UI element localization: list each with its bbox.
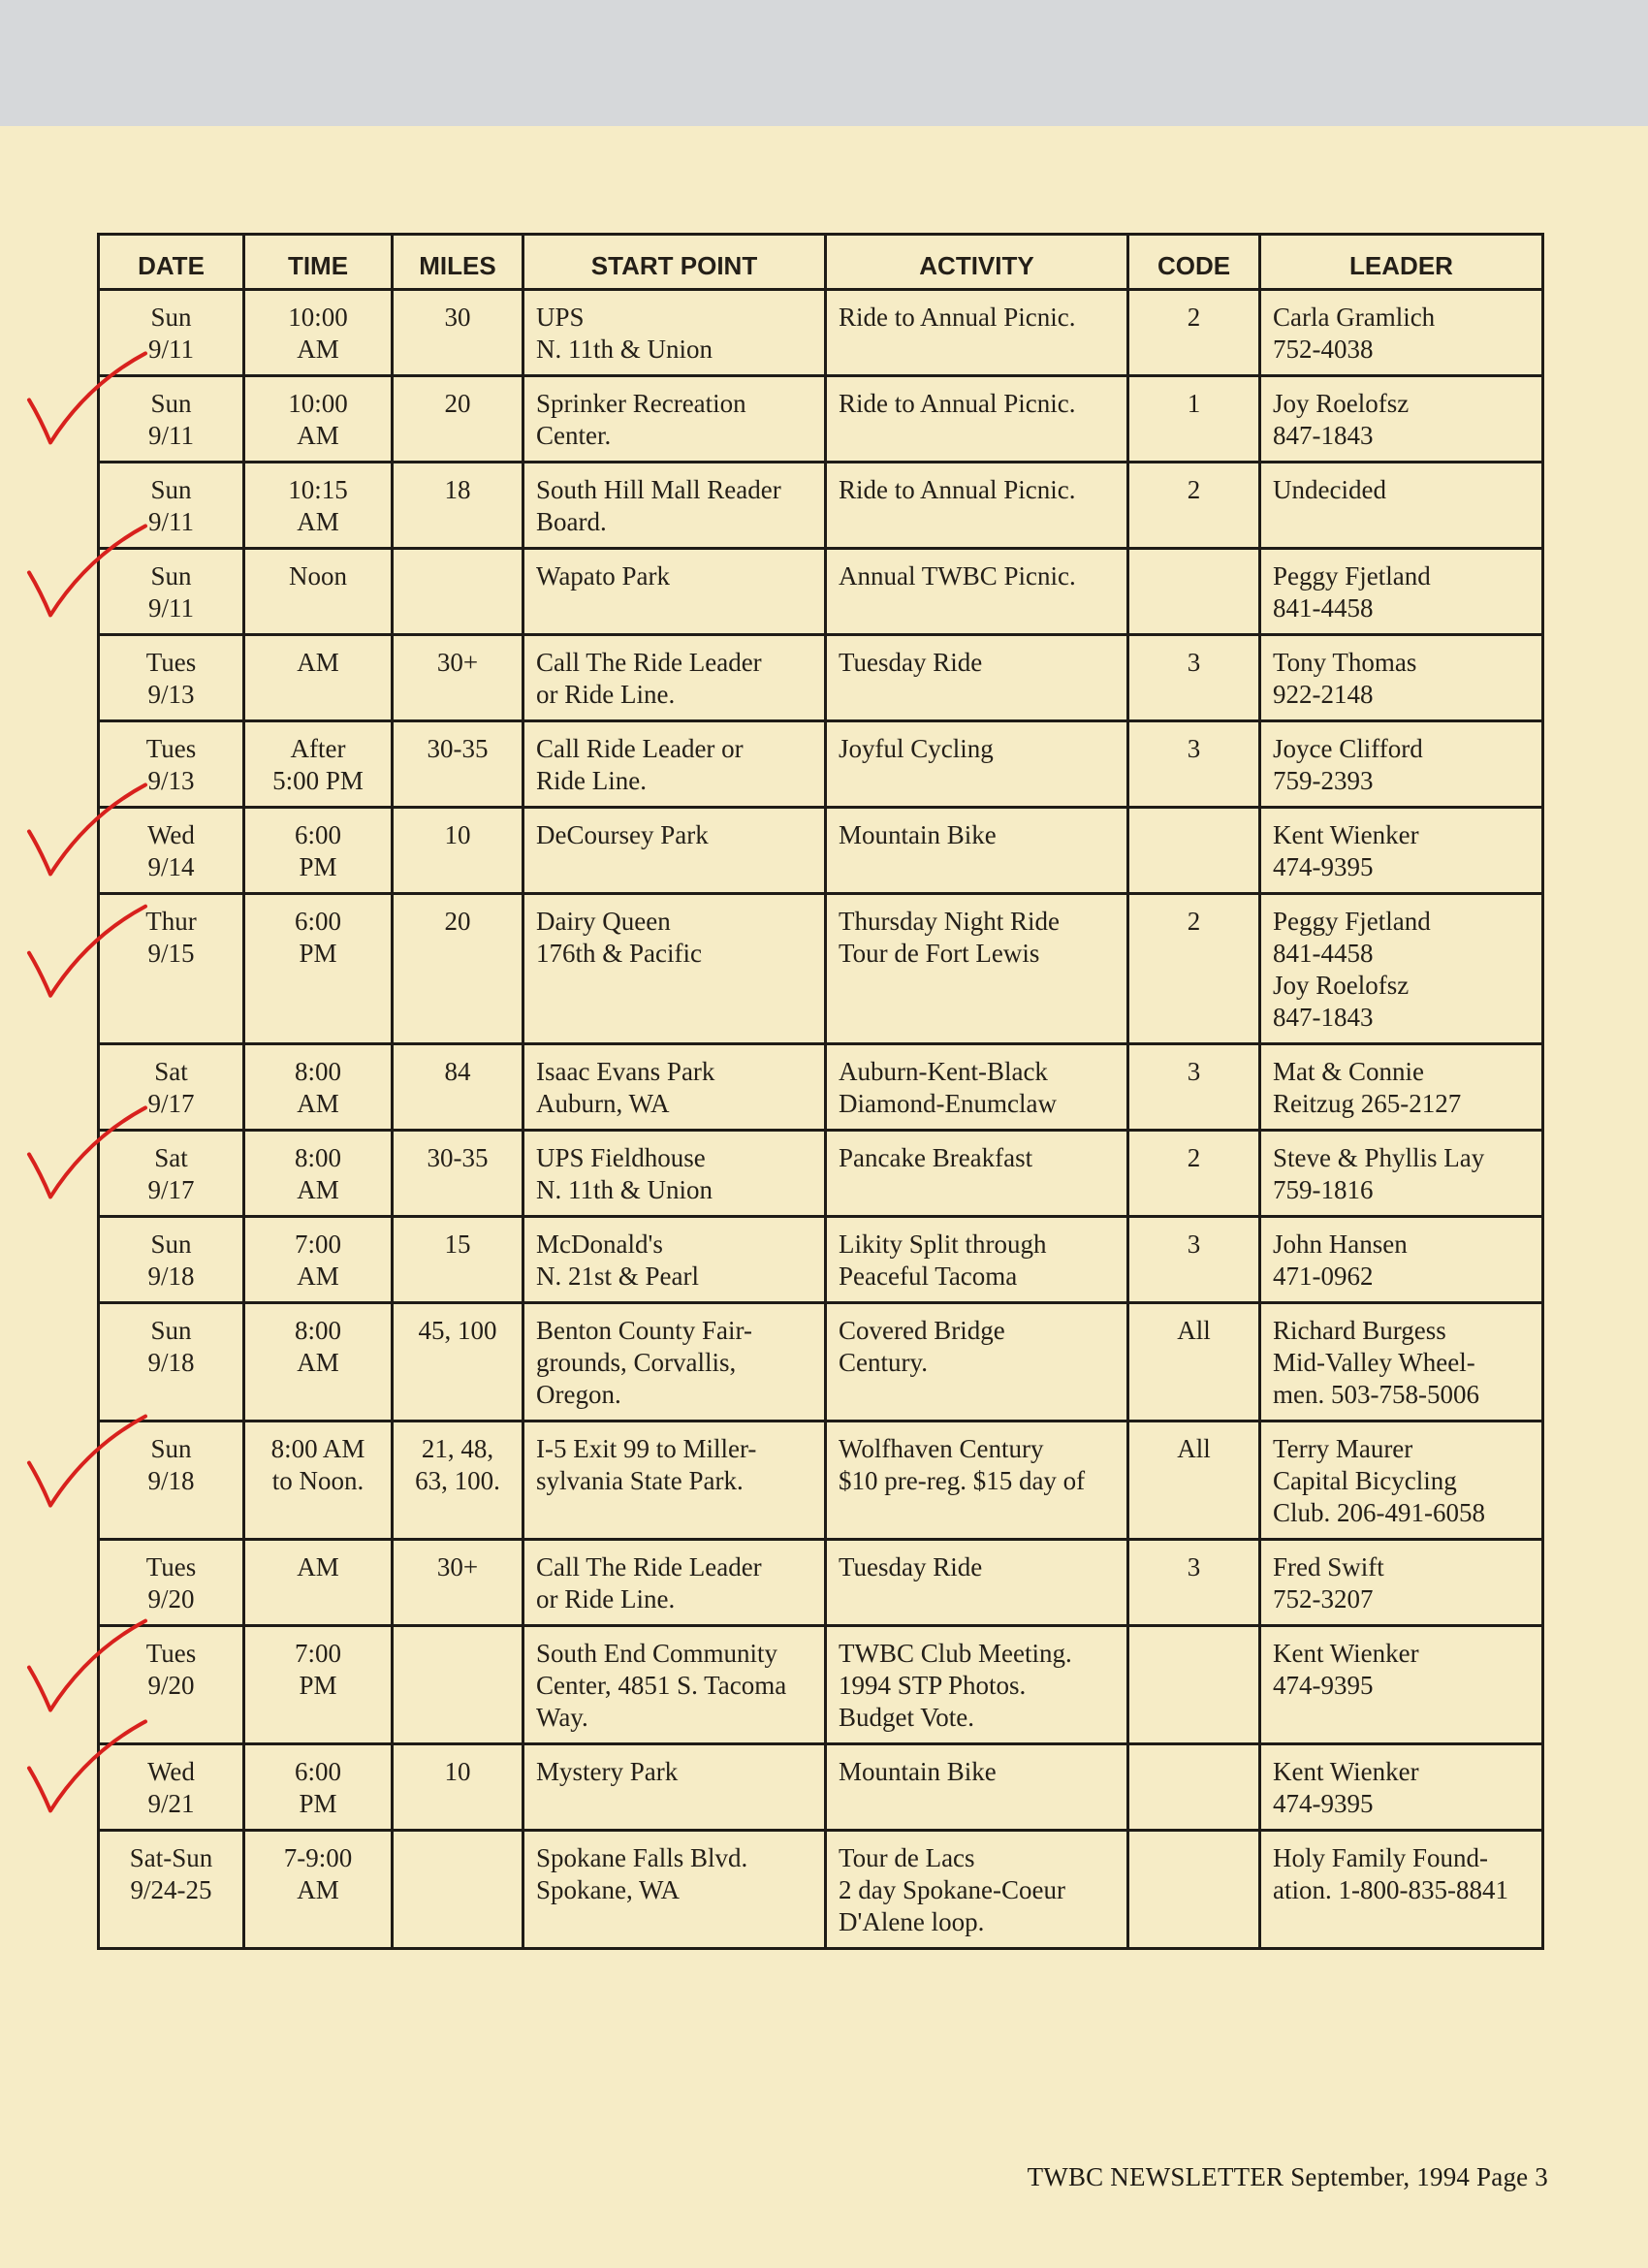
cell-miles: 18	[393, 463, 523, 549]
cell-start-point: McDonald's N. 21st & Pearl	[523, 1217, 826, 1303]
cell-leader: Holy Family Found- ation. 1-800-835-8841	[1260, 1831, 1543, 1949]
cell-time: 8:00 AM	[244, 1303, 393, 1421]
cell-time: AM	[244, 1540, 393, 1626]
cell-time: After 5:00 PM	[244, 721, 393, 808]
cell-date: Wed 9/21	[99, 1744, 244, 1831]
cell-activity: Wolfhaven Century $10 pre-reg. $15 day of	[826, 1421, 1128, 1540]
cell-activity: Thursday Night Ride Tour de Fort Lewis	[826, 894, 1128, 1044]
cell-activity: Ride to Annual Picnic.	[826, 376, 1128, 463]
cell-code: 3	[1128, 1044, 1260, 1131]
cell-start-point: Wapato Park	[523, 549, 826, 635]
cell-time: 7:00 AM	[244, 1217, 393, 1303]
cell-leader: Kent Wienker 474-9395	[1260, 1744, 1543, 1831]
table-row	[99, 463, 1543, 549]
cell-code: 3	[1128, 635, 1260, 721]
cell-miles: 10	[393, 808, 523, 894]
cell-activity: Ride to Annual Picnic.	[826, 463, 1128, 549]
cell-activity: Auburn-Kent-Black Diamond-Enumclaw	[826, 1044, 1128, 1131]
cell-date: Tues 9/13	[99, 721, 244, 808]
cell-date: Tues 9/13	[99, 635, 244, 721]
cell-activity: Tuesday Ride	[826, 1540, 1128, 1626]
cell-time: 10:00 AM	[244, 290, 393, 376]
cell-code	[1128, 549, 1260, 635]
cell-leader: Peggy Fjetland 841-4458	[1260, 549, 1543, 635]
cell-code	[1128, 1626, 1260, 1744]
cell-start-point: Call Ride Leader or Ride Line.	[523, 721, 826, 808]
cell-date: Sun 9/11	[99, 463, 244, 549]
cell-start-point: Call The Ride Leader or Ride Line.	[523, 635, 826, 721]
cell-code: 3	[1128, 721, 1260, 808]
ride-schedule-table	[97, 233, 1544, 1950]
cell-code: 3	[1128, 1540, 1260, 1626]
header-leader: LEADER	[1260, 235, 1543, 290]
cell-date: Tues 9/20	[99, 1626, 244, 1744]
table-row	[99, 1744, 1543, 1831]
cell-date: Sat-Sun 9/24-25	[99, 1831, 244, 1949]
cell-miles: 45, 100	[393, 1303, 523, 1421]
header-start-point: START POINT	[523, 235, 826, 290]
cell-leader: Mat & Connie Reitzug 265-2127	[1260, 1044, 1543, 1131]
cell-date: Sun 9/18	[99, 1217, 244, 1303]
cell-leader: Tony Thomas 922-2148	[1260, 635, 1543, 721]
table-row	[99, 894, 1543, 1044]
cell-date: Thur 9/15	[99, 894, 244, 1044]
cell-start-point: Call The Ride Leader or Ride Line.	[523, 1540, 826, 1626]
cell-code	[1128, 808, 1260, 894]
cell-leader: Steve & Phyllis Lay 759-1816	[1260, 1131, 1543, 1217]
cell-start-point: UPS Fieldhouse N. 11th & Union	[523, 1131, 826, 1217]
table-row	[99, 1421, 1543, 1540]
cell-time: 8:00 AM to Noon.	[244, 1421, 393, 1540]
table-row	[99, 1626, 1543, 1744]
cell-leader: Kent Wienker 474-9395	[1260, 808, 1543, 894]
cell-start-point: Isaac Evans Park Auburn, WA	[523, 1044, 826, 1131]
cell-miles: 20	[393, 376, 523, 463]
cell-code: 2	[1128, 1131, 1260, 1217]
cell-activity: Tour de Lacs 2 day Spokane-Coeur D'Alene loop.	[826, 1831, 1128, 1949]
cell-code: 1	[1128, 376, 1260, 463]
cell-leader: Terry Maurer Capital Bicycling Club. 206-491-6058	[1260, 1421, 1543, 1540]
header-time: TIME	[244, 235, 393, 290]
cell-code: 2	[1128, 894, 1260, 1044]
cell-date: Sat 9/17	[99, 1044, 244, 1131]
cell-code	[1128, 1744, 1260, 1831]
cell-miles: 20	[393, 894, 523, 1044]
cell-miles: 21, 48, 63, 100.	[393, 1421, 523, 1540]
cell-start-point: Mystery Park	[523, 1744, 826, 1831]
cell-start-point: South Hill Mall Reader Board.	[523, 463, 826, 549]
cell-start-point: Dairy Queen 176th & Pacific	[523, 894, 826, 1044]
table-row	[99, 635, 1543, 721]
cell-activity: TWBC Club Meeting. 1994 STP Photos. Budget Vote.	[826, 1626, 1128, 1744]
cell-miles: 30-35	[393, 1131, 523, 1217]
cell-start-point: UPS N. 11th & Union	[523, 290, 826, 376]
cell-time: 10:15 AM	[244, 463, 393, 549]
table-row	[99, 290, 1543, 376]
cell-time: 7-9:00 AM	[244, 1831, 393, 1949]
cell-activity: Mountain Bike	[826, 808, 1128, 894]
cell-miles: 30	[393, 290, 523, 376]
table-row	[99, 376, 1543, 463]
table-header-row	[99, 235, 1543, 290]
cell-leader: Joy Roelofsz 847-1843	[1260, 376, 1543, 463]
cell-miles	[393, 549, 523, 635]
cell-start-point: Benton County Fair- grounds, Corvallis, Oregon.	[523, 1303, 826, 1421]
cell-code: All	[1128, 1303, 1260, 1421]
cell-time: 6:00 PM	[244, 894, 393, 1044]
cell-time: 8:00 AM	[244, 1044, 393, 1131]
cell-activity: Joyful Cycling	[826, 721, 1128, 808]
header-miles: MILES	[393, 235, 523, 290]
table-row	[99, 1044, 1543, 1131]
cell-leader: Kent Wienker 474-9395	[1260, 1626, 1543, 1744]
cell-date: Sun 9/11	[99, 290, 244, 376]
table-row	[99, 721, 1543, 808]
cell-date: Sun 9/18	[99, 1303, 244, 1421]
cell-code: 3	[1128, 1217, 1260, 1303]
cell-start-point: Sprinker Recreation Center.	[523, 376, 826, 463]
cell-leader: John Hansen 471-0962	[1260, 1217, 1543, 1303]
cell-time: Noon	[244, 549, 393, 635]
cell-date: Sun 9/11	[99, 376, 244, 463]
header-date: DATE	[99, 235, 244, 290]
cell-date: Sat 9/17	[99, 1131, 244, 1217]
cell-start-point: DeCoursey Park	[523, 808, 826, 894]
cell-miles: 15	[393, 1217, 523, 1303]
cell-code: 2	[1128, 463, 1260, 549]
cell-leader: Undecided	[1260, 463, 1543, 549]
cell-miles	[393, 1626, 523, 1744]
cell-time: 6:00 PM	[244, 808, 393, 894]
header-activity: ACTIVITY	[826, 235, 1128, 290]
cell-miles: 10	[393, 1744, 523, 1831]
cell-start-point: Spokane Falls Blvd. Spokane, WA	[523, 1831, 826, 1949]
cell-leader: Peggy Fjetland 841-4458 Joy Roelofsz 847-1843	[1260, 894, 1543, 1044]
table-row	[99, 808, 1543, 894]
table-row	[99, 1217, 1543, 1303]
cell-time: 7:00 PM	[244, 1626, 393, 1744]
cell-activity: Annual TWBC Picnic.	[826, 549, 1128, 635]
cell-start-point: South End Community Center, 4851 S. Tacoma Way.	[523, 1626, 826, 1744]
cell-leader: Fred Swift 752-3207	[1260, 1540, 1543, 1626]
cell-time: 6:00 PM	[244, 1744, 393, 1831]
newsletter-page	[0, 126, 1648, 2268]
header-code: CODE	[1128, 235, 1260, 290]
cell-activity: Ride to Annual Picnic.	[826, 290, 1128, 376]
cell-leader: Richard Burgess Mid-Valley Wheel- men. 503-758-5006	[1260, 1303, 1543, 1421]
cell-leader: Joyce Clifford 759-2393	[1260, 721, 1543, 808]
cell-leader: Carla Gramlich 752-4038	[1260, 290, 1543, 376]
cell-activity: Covered Bridge Century.	[826, 1303, 1128, 1421]
cell-code	[1128, 1831, 1260, 1949]
table-row	[99, 1540, 1543, 1626]
cell-activity: Likity Split through Peaceful Tacoma	[826, 1217, 1128, 1303]
cell-date: Sun 9/18	[99, 1421, 244, 1540]
cell-date: Tues 9/20	[99, 1540, 244, 1626]
table-row	[99, 1303, 1543, 1421]
table-row	[99, 549, 1543, 635]
page-footer: TWBC NEWSLETTER September, 1994 Page 3	[1027, 2162, 1548, 2191]
ride-schedule	[97, 233, 1541, 1950]
cell-miles: 30+	[393, 1540, 523, 1626]
cell-date: Wed 9/14	[99, 808, 244, 894]
cell-code: 2	[1128, 290, 1260, 376]
cell-date: Sun 9/11	[99, 549, 244, 635]
cell-activity: Pancake Breakfast	[826, 1131, 1128, 1217]
cell-activity: Mountain Bike	[826, 1744, 1128, 1831]
table-row	[99, 1131, 1543, 1217]
table-row	[99, 1831, 1543, 1949]
cell-time: 8:00 AM	[244, 1131, 393, 1217]
cell-miles: 30-35	[393, 721, 523, 808]
cell-time: 10:00 AM	[244, 376, 393, 463]
cell-miles: 30+	[393, 635, 523, 721]
cell-miles	[393, 1831, 523, 1949]
cell-miles: 84	[393, 1044, 523, 1131]
cell-start-point: I-5 Exit 99 to Miller- sylvania State Park.	[523, 1421, 826, 1540]
cell-activity: Tuesday Ride	[826, 635, 1128, 721]
cell-code: All	[1128, 1421, 1260, 1540]
cell-time: AM	[244, 635, 393, 721]
